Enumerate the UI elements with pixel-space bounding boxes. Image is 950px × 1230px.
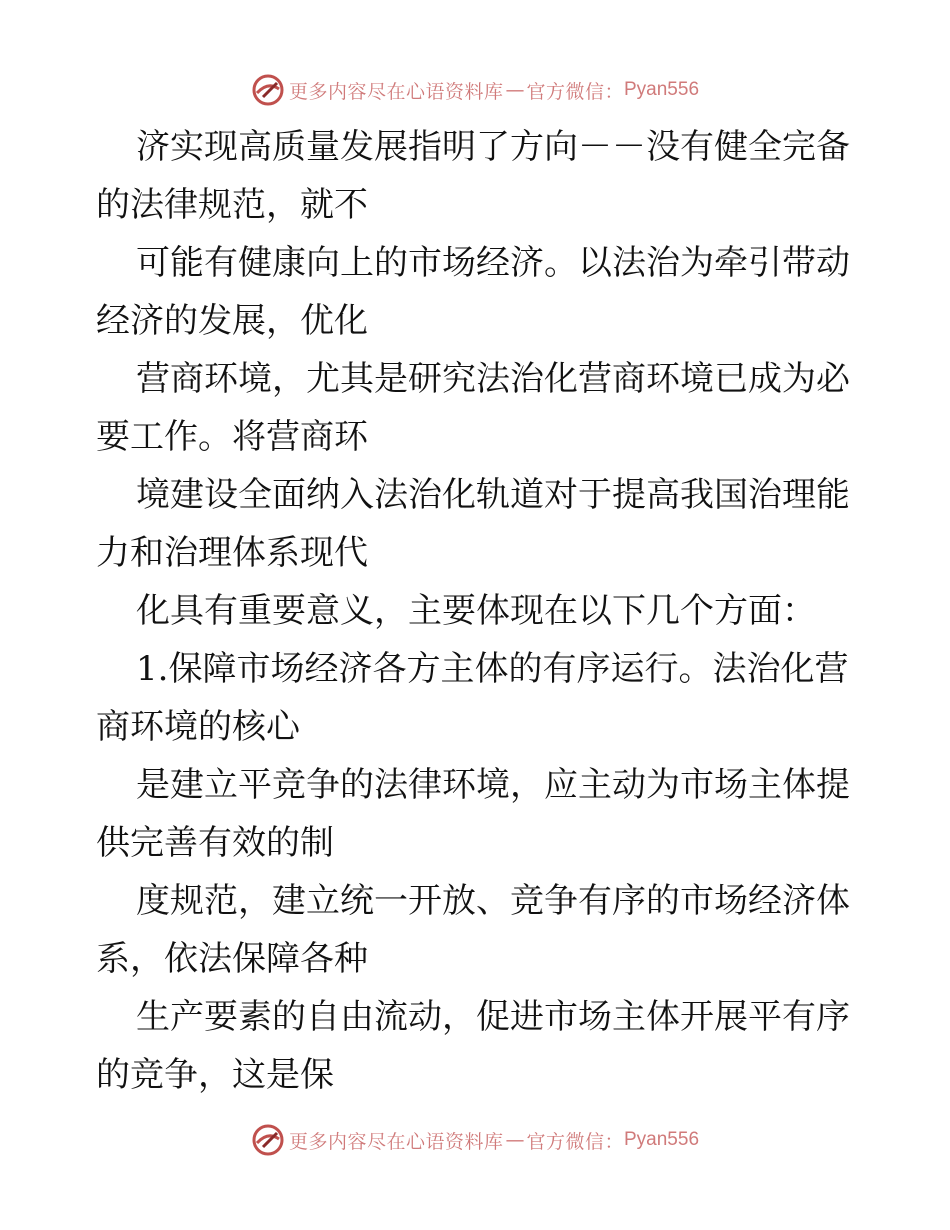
paragraph-line: 供完善有效的制	[96, 823, 334, 863]
paragraph-line: 境建设全面纳入法治化轨道对于提高我国治理能	[136, 475, 850, 515]
watermark-prefix: 更多内容尽在心语资料库	[288, 1130, 504, 1153]
paragraph	[96, 988, 856, 1104]
paragraph-line: 是建立平竞争的法律环境，应主动为市场主体提	[136, 765, 850, 805]
paragraph-line: 要工作。将营商环	[96, 417, 368, 457]
watermark-separator: —	[505, 79, 525, 101]
paragraph	[96, 350, 856, 466]
paragraph-line: 的法律规范，就不	[96, 185, 368, 225]
paragraph	[96, 582, 856, 640]
paragraph	[96, 118, 856, 234]
paragraph-line: 生产要素的自由流动，促进市场主体开展平有序	[136, 997, 850, 1037]
paragraph-line: 力和治理体系现代	[96, 533, 368, 573]
watermark-id: Pyan556	[624, 79, 700, 100]
paragraph-line: 1.保障市场经济各方主体的有序运行。法治化营	[136, 649, 849, 689]
paragraph-line: 度规范，建立统一开放、竞争有序的市场经济体	[136, 881, 850, 921]
watermark-label: 官方微信：	[526, 1130, 624, 1153]
paragraph-line: 可能有健康向上的市场经济。以法治为牵引带动	[136, 243, 850, 283]
header-watermark	[0, 70, 950, 110]
paragraph-line: 经济的发展，优化	[96, 301, 368, 341]
paragraph-line: 系，依法保障各种	[96, 939, 368, 979]
watermark-id: Pyan556	[624, 1129, 700, 1150]
paragraph	[96, 234, 856, 350]
brand-logo-icon	[251, 73, 285, 107]
paragraph	[96, 466, 856, 582]
paragraph-line: 的竞争，这是保	[96, 1055, 334, 1095]
brand-logo-icon	[251, 1123, 285, 1157]
watermark-separator: —	[505, 1129, 525, 1151]
paragraph	[96, 640, 856, 756]
paragraph	[96, 756, 856, 872]
paragraph-line: 化具有重要意义，主要体现在以下几个方面：	[136, 591, 816, 631]
footer-watermark	[0, 1120, 950, 1160]
watermark-label: 官方微信：	[526, 80, 624, 103]
paragraph-line: 营商环境，尤其是研究法治化营商环境已成为必	[136, 359, 850, 399]
paragraph	[96, 872, 856, 988]
document-body	[96, 118, 856, 1104]
paragraph-line: 商环境的核心	[96, 707, 300, 747]
paragraph-line: 济实现高质量发展指明了方向－－没有健全完备	[136, 127, 850, 167]
watermark-prefix: 更多内容尽在心语资料库	[288, 80, 504, 103]
